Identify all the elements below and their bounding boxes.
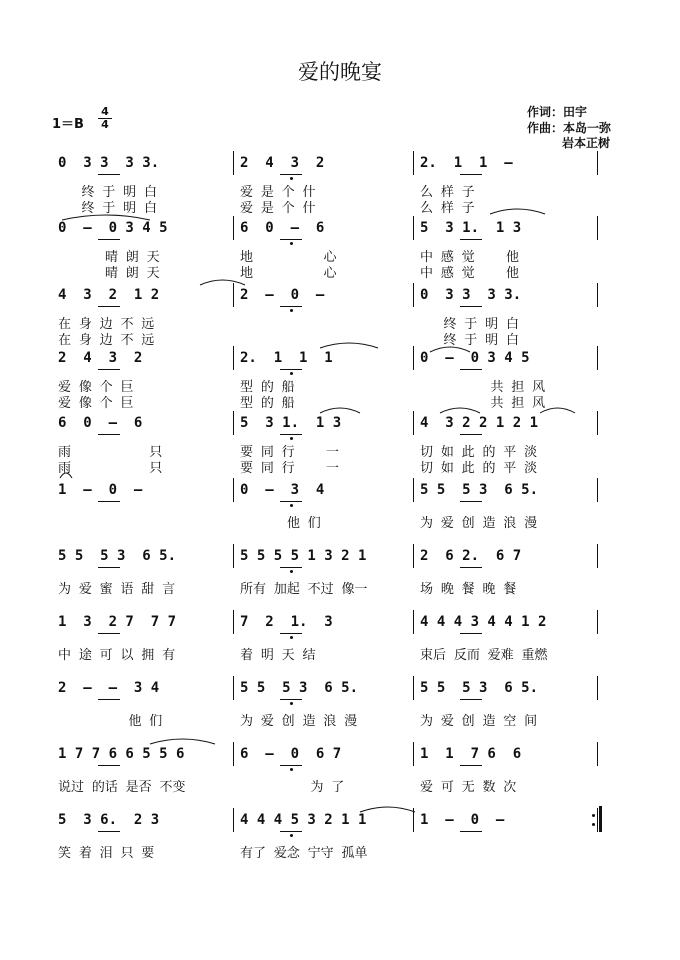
measure-notes: 0 3 3 3 3. (420, 287, 522, 303)
lyric-line-1: 他 们 (58, 714, 163, 729)
measure-notes: 0 – 0 3 4 5 (58, 220, 168, 236)
slur (60, 473, 72, 478)
lyric-line-1: 晴 朗 天 (58, 250, 160, 265)
lyric-line-2: 么 样 子 (420, 201, 475, 216)
slur (150, 739, 215, 744)
slur (200, 280, 245, 285)
slur (62, 215, 150, 220)
lyric-line-2: 型 的 船 (240, 396, 295, 411)
measure-notes: 5 5 5 5 1 3 2 1 (240, 548, 367, 564)
measure-notes: 5 3 6. 2 3 (58, 812, 160, 828)
lyric-line-1: 所有 加起 不过 像一 (240, 582, 368, 597)
slur (360, 807, 415, 812)
measure-notes: 0 – 3 4 (240, 482, 325, 498)
measure-notes: 4 3 2 2 1 2 1 (420, 415, 539, 431)
measure-notes: 4 4 4 3 4 4 1 2 (420, 614, 547, 630)
lyric-line-1: 么 样 子 (420, 185, 475, 200)
lyric-line-1: 地 心 (240, 250, 337, 265)
lyric-line-2: 终 于 明 白 (420, 333, 519, 348)
time-signature-top: 4 (101, 105, 109, 118)
time-signature-bottom: 4 (98, 118, 112, 131)
slur (440, 408, 480, 413)
measure-notes: 6 0 – 6 (58, 415, 143, 431)
song-title: 爱的晚宴 (298, 60, 382, 84)
measure-notes: 4 4 4 5 3 2 1 1 (240, 812, 367, 828)
measure-notes: 2. 1 1 1 (240, 350, 333, 366)
lyric-line-1: 束后 反而 爱难 重燃 (420, 648, 548, 663)
measure-notes: 2 – – 3 4 (58, 680, 160, 696)
lyric-line-1: 场 晚 餐 晚 餐 (420, 582, 517, 597)
measure-notes: 2. 1 1 – (420, 155, 513, 171)
lyric-line-1: 为 爱 创 造 空 间 (420, 714, 538, 729)
measure-notes: 1 7 7 6 6 5 5 6 (58, 746, 185, 762)
measure-notes: 2 4 3 2 (240, 155, 325, 171)
lyric-line-1: 为 爱 蜜 语 甜 言 (58, 582, 176, 597)
lyric-line-1: 终 于 明 白 (420, 317, 519, 332)
measure-notes: 5 5 5 3 6 5. (420, 482, 539, 498)
lyric-line-1: 爱 像 个 巨 (58, 380, 134, 395)
measure-notes: 5 5 5 3 6 5. (240, 680, 359, 696)
measure-notes: 0 3 3 3 3. (58, 155, 160, 171)
lyric-line-2: 爱 是 个 什 (240, 201, 316, 216)
measure-notes: 2 4 3 2 (58, 350, 143, 366)
measure-notes: 1 – 0 – (420, 812, 505, 828)
lyric-line-1: 中 途 可 以 拥 有 (58, 648, 176, 663)
lyric-line-1: 说过 的话 是否 不变 (58, 780, 186, 795)
measure-notes: 0 – 0 3 4 5 (420, 350, 530, 366)
lyric-line-1: 为 爱 创 造 浪 漫 (240, 714, 358, 729)
measure-notes: 7 2 1. 3 (240, 614, 333, 630)
measure-notes: 5 5 5 3 6 5. (58, 548, 177, 564)
lyric-line-1: 爱 可 无 数 次 (420, 780, 517, 795)
lyric-line-2: 爱 像 个 巨 (58, 396, 134, 411)
lyric-line-2: 切 如 此 的 平 淡 (420, 461, 538, 476)
measure-notes: 4 3 2 1 2 (58, 287, 160, 303)
composer-credit: 作曲：本岛一弥 (527, 121, 612, 135)
lyric-line-2: 要 同 行 一 (240, 461, 339, 476)
slur (320, 343, 378, 348)
lyric-line-2: 中 感 觉 他 (420, 266, 519, 281)
lyric-line-1: 中 感 觉 他 (420, 250, 519, 265)
lyric-line-1: 雨 只 (58, 445, 163, 460)
measure-notes: 1 – 0 – (58, 482, 143, 498)
slur (430, 347, 470, 352)
lyric-line-1: 有了 爱念 宁守 孤单 (240, 846, 368, 861)
lyric-line-1: 要 同 行 一 (240, 445, 339, 460)
measure-notes: 5 3 1. 1 3 (420, 220, 522, 236)
lyric-line-1: 终 于 明 白 (58, 185, 157, 200)
measure-notes: 2 6 2. 6 7 (420, 548, 522, 564)
measure-notes: 1 1 7 6 6 (420, 746, 522, 762)
measure-notes: 6 0 – 6 (240, 220, 325, 236)
lyric-line-1: 共 担 风 (420, 380, 546, 395)
lyric-line-1: 笑 着 泪 只 要 (58, 846, 155, 861)
lyric-line-1: 着 明 天 结 (240, 648, 316, 663)
lyric-line-2: 终 于 明 白 (58, 201, 157, 216)
lyric-line-1: 他 们 (240, 516, 321, 531)
lyric-line-1: 爱 是 个 什 (240, 185, 316, 200)
slur (320, 408, 360, 413)
lyric-line-2: 晴 朗 天 (58, 266, 160, 281)
lyric-line-1: 切 如 此 的 平 淡 (420, 445, 538, 460)
key-signature: 1＝B (52, 117, 84, 132)
lyric-line-2: 雨 只 (58, 461, 163, 476)
lyric-line-1: 为 了 (240, 780, 345, 795)
measure-notes: 1 3 2 7 7 7 (58, 614, 177, 630)
composer-credit-2: 岩本正树 (562, 136, 611, 150)
measure-notes: 2 – 0 – (240, 287, 325, 303)
measure-notes: 5 3 1. 1 3 (240, 415, 342, 431)
lyric-line-2: 共 担 风 (420, 396, 546, 411)
slur (540, 408, 575, 413)
lyric-line-1: 在 身 边 不 远 (58, 317, 155, 332)
slur (490, 209, 545, 214)
lyric-line-1: 型 的 船 (240, 380, 295, 395)
measure-notes: 5 5 5 3 6 5. (420, 680, 539, 696)
lyric-line-2: 地 心 (240, 266, 337, 281)
lyricist-credit: 作词：田宇 (527, 105, 588, 119)
lyric-line-2: 在 身 边 不 远 (58, 333, 155, 348)
measure-notes: 6 – 0 6 7 (240, 746, 342, 762)
lyric-line-1: 为 爱 创 造 浪 漫 (420, 516, 538, 531)
